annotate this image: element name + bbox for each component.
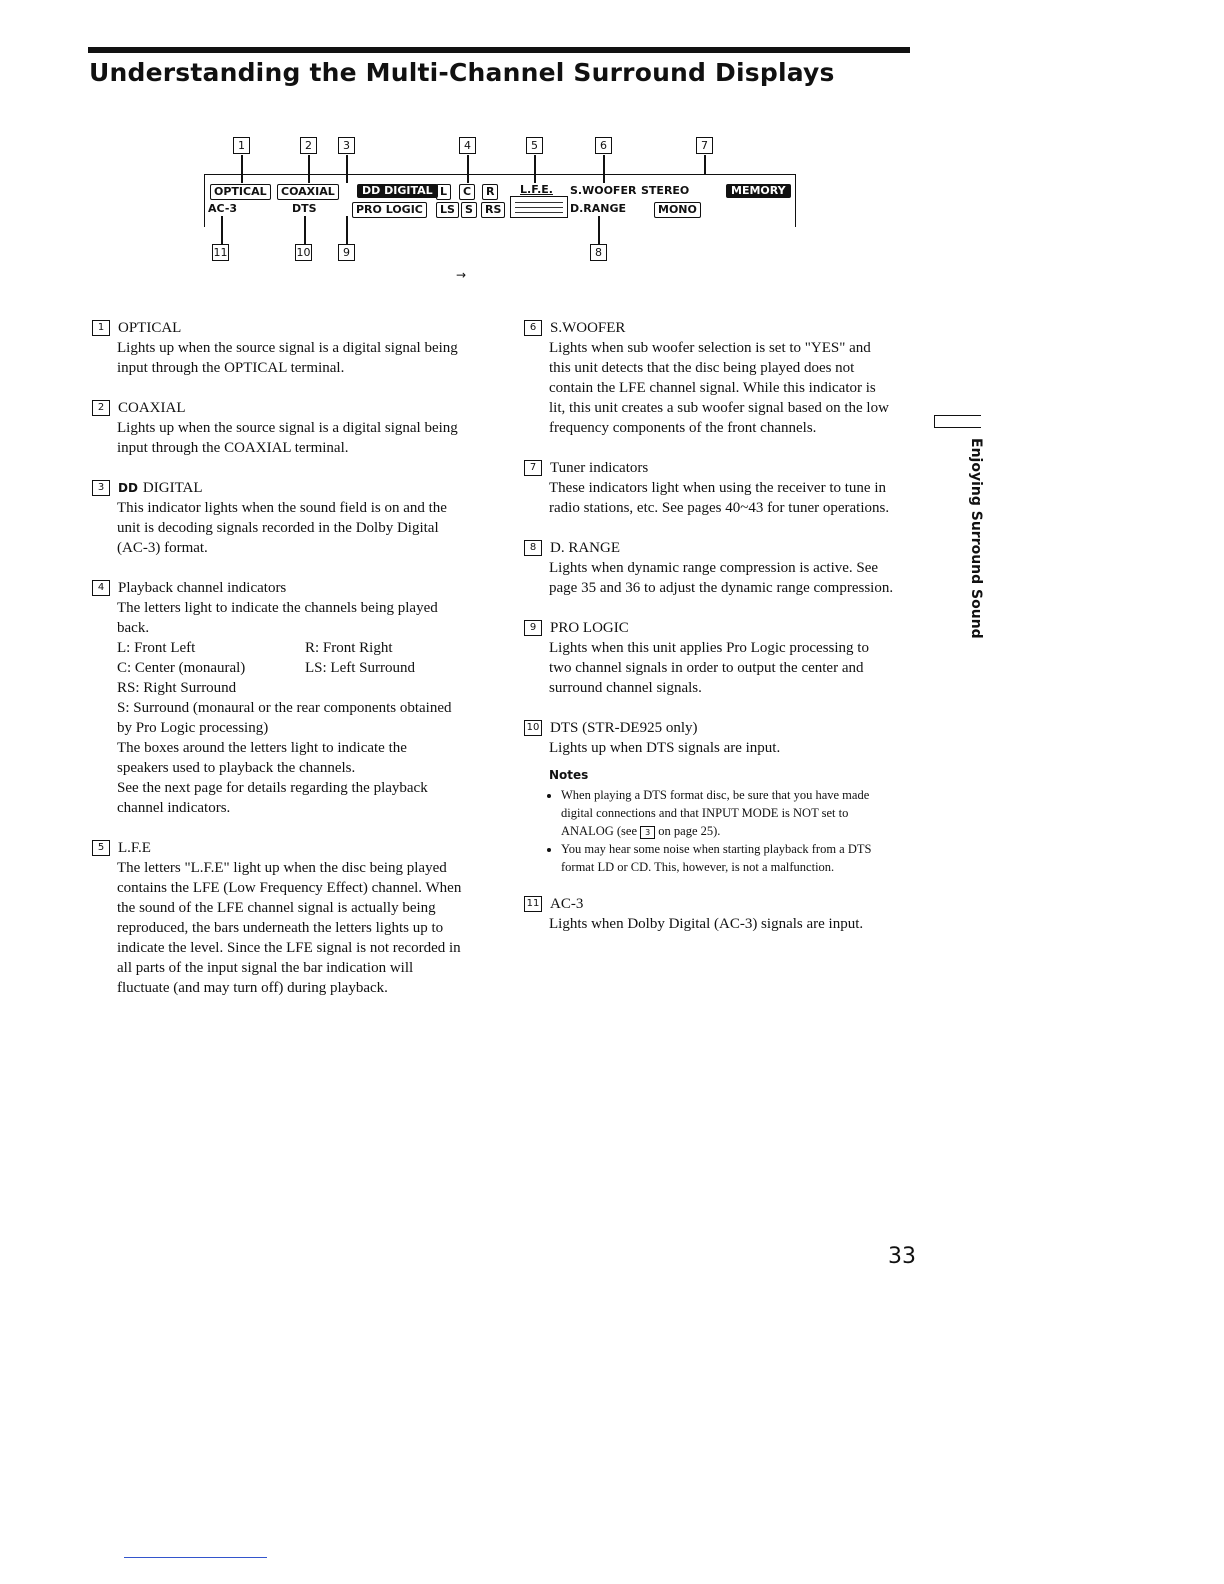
item-text: See the next page for details regarding the playback channel indicators. xyxy=(117,780,428,816)
item-title: L.F.E xyxy=(118,840,151,856)
segment-c: C xyxy=(459,184,475,200)
notes-heading: Notes xyxy=(549,768,589,782)
callout-2: 2 xyxy=(300,137,317,154)
item-lfe xyxy=(92,838,462,998)
channel-entry: S: Surround (monaural or the rear components obtained by Pro Logic processing) xyxy=(117,700,452,736)
note-item: • You may hear some noise when starting playback from a DTS format LD or CD. This, however, is not a malfunction. xyxy=(561,840,894,876)
callout-1: 1 xyxy=(233,137,250,154)
channel-entry: LS: Left Surround xyxy=(305,660,415,676)
segment-rs: RS xyxy=(481,202,505,218)
segment-dts: DTS xyxy=(292,202,317,215)
item-title: Playback channel indicators xyxy=(118,580,287,596)
callout-6: 6 xyxy=(595,137,612,154)
item-title: Tuner indicators xyxy=(550,460,649,476)
item-text: This indicator lights when the sound field is on and the unit is decoding signals recorded in the Dolby Digital (AC-3) format. xyxy=(117,500,447,556)
segment-ac3: AC-3 xyxy=(208,202,238,215)
segment-dolby-digital xyxy=(357,184,438,198)
item-text: Lights when Dolby Digital (AC-3) signals are input. xyxy=(549,916,864,932)
item-number: 6 xyxy=(524,320,542,336)
segment-pro-logic: PRO LOGIC xyxy=(352,202,427,218)
item-drange xyxy=(524,538,894,598)
item-digital xyxy=(92,478,462,558)
item-number: 11 xyxy=(524,896,542,912)
note-ref-number: 3 xyxy=(640,826,655,839)
notes-block xyxy=(524,766,894,876)
segment-r: R xyxy=(482,184,498,200)
segment-lfe: L.F.E. xyxy=(520,183,553,196)
segment-mono: MONO xyxy=(654,202,701,218)
lfe-level-bars xyxy=(510,196,568,218)
item-text: The boxes around the letters light to indicate the speakers used to playback the channels. xyxy=(117,740,407,776)
item-number: 4 xyxy=(92,580,110,596)
item-pro-logic xyxy=(524,618,894,698)
page-number: 33 xyxy=(888,1244,916,1269)
note-text: When playing a DTS format disc, be sure that you have made digital connections and that INPUT MODE is NOT set to ANALOG (see xyxy=(561,788,870,838)
segment-optical: OPTICAL xyxy=(210,184,271,200)
item-text: Lights when this unit applies Pro Logic processing to two channel signals in order to output the center and surround channel signals. xyxy=(549,640,869,696)
item-text: Lights when dynamic range compression is active. See page 35 and 36 to adjust the dynamic range compression. xyxy=(549,560,894,596)
left-column xyxy=(92,318,462,1018)
channel-entry: C: Center (monaural) xyxy=(117,660,246,676)
item-tuner xyxy=(524,458,894,518)
dolby-symbol: DD xyxy=(362,184,381,197)
segment-l: L xyxy=(436,184,451,200)
leader-line-9 xyxy=(346,216,348,244)
leader-line-10 xyxy=(304,216,306,244)
segment-s: S xyxy=(461,202,477,218)
item-text: Lights up when the source signal is a digital signal being input through the OPTICAL terminal. xyxy=(117,340,458,376)
segment-ls: LS xyxy=(436,202,459,218)
item-number: 9 xyxy=(524,620,542,636)
callout-9: 9 xyxy=(338,244,355,261)
bottom-rule xyxy=(124,1557,267,1558)
channel-entry: R: Front Right xyxy=(305,640,393,656)
item-playback-channels xyxy=(92,578,462,818)
leader-line-7 xyxy=(704,155,706,175)
item-swoofer xyxy=(524,318,894,438)
callout-3: 3 xyxy=(338,137,355,154)
dolby-symbol: DD xyxy=(118,481,138,495)
item-title: COAXIAL xyxy=(118,400,186,416)
item-text: These indicators light when using the receiver to tune in radio stations, etc. See pages 40~43 for tuner operations. xyxy=(549,480,890,516)
item-optical xyxy=(92,318,462,378)
segment-swoofer: S.WOOFER xyxy=(570,184,637,197)
segment-drange: D.RANGE xyxy=(570,202,627,215)
item-number: 10 xyxy=(524,720,542,736)
section-tab xyxy=(934,415,981,428)
channel-entry: L: Front Left xyxy=(117,640,196,656)
item-number: 1 xyxy=(92,320,110,336)
callout-7: 7 xyxy=(696,137,713,154)
callout-11: 11 xyxy=(213,246,228,259)
digital-label: DIGITAL xyxy=(384,184,433,197)
item-title: S.WOOFER xyxy=(550,320,626,336)
item-ac3 xyxy=(524,894,894,934)
leader-line-11 xyxy=(221,216,223,244)
item-number: 5 xyxy=(92,840,110,856)
item-title: DTS (STR-DE925 only) xyxy=(550,720,698,736)
callout-8: 8 xyxy=(590,244,607,261)
callout-5: 5 xyxy=(526,137,543,154)
item-number: 3 xyxy=(92,480,110,496)
item-title: OPTICAL xyxy=(118,320,182,336)
segment-memory: MEMORY xyxy=(726,184,791,198)
item-title: D. RANGE xyxy=(550,540,620,556)
item-coaxial xyxy=(92,398,462,458)
item-text: The letters "L.F.E" light up when the disc being played contains the LFE (Low Frequency Effect) channel. When the sound of the LFE channel signal is actually being reproduced, the bars underneath the letters lights up to indicate the level. Since the LFE signal is not recorded in all parts of the input signal the bar indication will fluctuate (and may turn off) during playback. xyxy=(117,860,462,996)
item-text: The letters light to indicate the channels being played back. xyxy=(117,600,438,636)
callout-4: 4 xyxy=(459,137,476,154)
item-text: Lights when sub woofer selection is set to "YES" and this unit detects that the disc being played does not contain the LFE channel signal. While this indicator is lit, this unit creates a sub woofer signal based on the low frequency components of the front channels. xyxy=(549,340,889,436)
arrow-icon: → xyxy=(456,268,467,282)
item-text: Lights up when the source signal is a digital signal being input through the COAXIAL terminal. xyxy=(117,420,458,456)
item-text: Lights up when DTS signals are input. xyxy=(549,740,781,756)
item-title: AC-3 xyxy=(550,896,584,912)
channel-list xyxy=(117,638,462,678)
note-text: on page 25). xyxy=(658,824,721,838)
item-dts xyxy=(524,718,894,758)
segment-coaxial: COAXIAL xyxy=(277,184,339,200)
display-panel xyxy=(204,174,796,227)
note-item xyxy=(561,786,894,840)
item-title: DIGITAL xyxy=(142,480,203,496)
item-number: 7 xyxy=(524,460,542,476)
right-column xyxy=(524,318,894,954)
item-number: 2 xyxy=(92,400,110,416)
section-side-label: Enjoying Surround Sound xyxy=(968,438,984,639)
item-number: 8 xyxy=(524,540,542,556)
display-diagram xyxy=(0,0,1224,300)
leader-line-8 xyxy=(598,216,600,244)
callout-10: 10 xyxy=(296,246,311,259)
channel-entry: RS: Right Surround xyxy=(117,680,237,696)
page-title: Understanding the Multi-Channel Surround Displays xyxy=(89,58,835,87)
item-title: PRO LOGIC xyxy=(550,620,629,636)
segment-stereo: STEREO xyxy=(641,184,690,197)
